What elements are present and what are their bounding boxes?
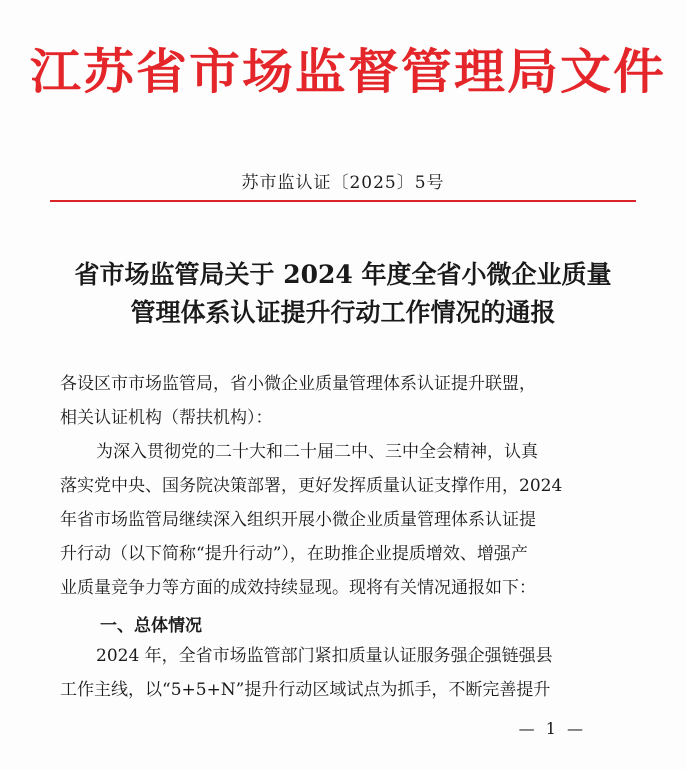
salutation-line-2: 相关认证机构（帮扶机构）： [60, 408, 273, 428]
intro-line-1: 为深入贯彻党的二十大和二十届二中、三中全会精神，认真 [96, 442, 538, 462]
salutation-line-1: 各设区市市场监管局，省小微企业质量管理体系认证提升联盟， [60, 374, 536, 394]
intro-line-5: 业质量竞争力等方面的成效持续显现。现将有关情况通报如下： [60, 578, 536, 598]
section1-line-1: 2024 年，全省市场监管部门紧扣质量认证服务强企强链强县 [96, 646, 553, 666]
section1-line-2: 工作主线，以“5+5+N”提升行动区域试点为抓手，不断完善提升 [60, 680, 551, 700]
intro-line-3: 年省市场监管局继续深入组织开展小微企业质量管理体系认证提 [60, 510, 536, 530]
intro-line-2: 落实党中央、国务院决策部署，更好发挥质量认证支撑作用，2024 [60, 476, 563, 496]
masthead-title: 江苏省市场监督管理局文件 [30, 44, 667, 100]
intro-line-4: 升行动（以下简称“提升行动”），在助推企业提质增效、增强产 [60, 544, 528, 564]
page-number: — 1 — [518, 719, 586, 738]
document-number: 苏市监认证〔2025〕5号 [241, 173, 445, 193]
document-title-line-2: 管理体系认证提升行动工作情况的通报 [130, 298, 556, 327]
red-divider-line [50, 200, 636, 202]
document-title-line-1: 省市场监管局关于 2024 年度全省小微企业质量 [74, 260, 612, 289]
section-heading: 一、总体情况 [100, 616, 202, 636]
